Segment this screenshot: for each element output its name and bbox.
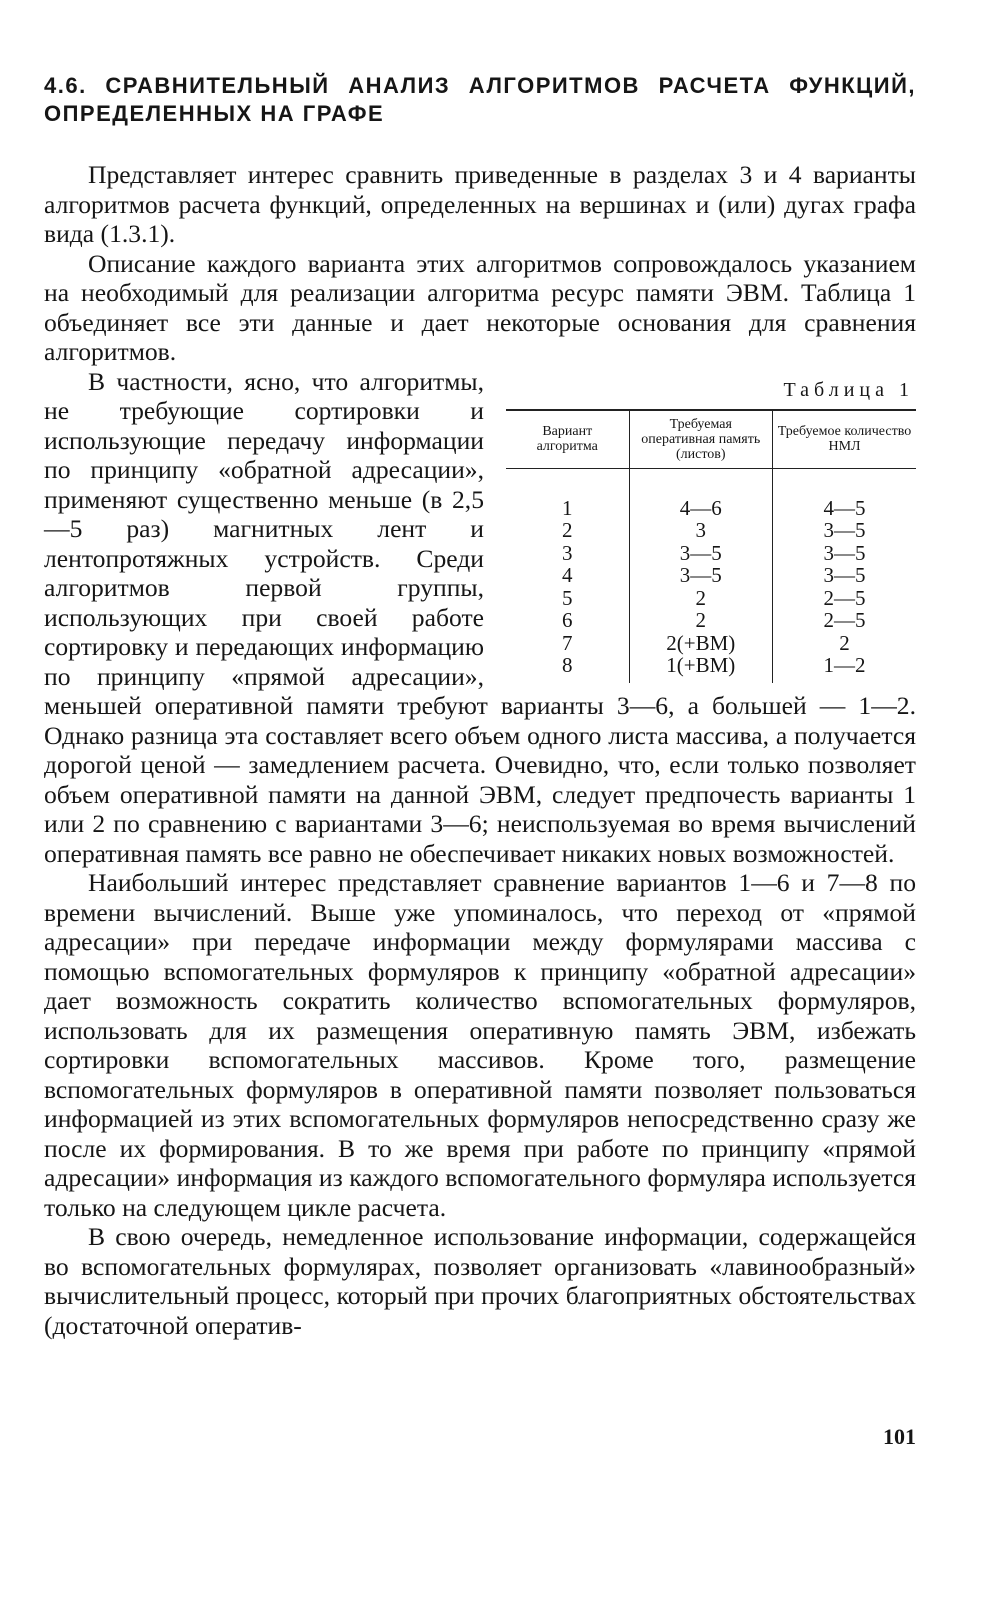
table-header-row [506,410,916,469]
paragraph-comparison-time: Наибольший интерес представляет сравнение вариантов 1—6 и 7—8 по времени вычислений. Выше уже упоминалось, что переход от «прямой адресации» при передаче информации между формулярами массива с помощью вспомогательных формуляров к принципу «обратной адресации» дает возможность сократить количество вспомогательных формуляров, использовать для их размещения оперативную память ЭВМ, избежать сортировки вспомогательных массивов. Кроме того, размещение вспомогательных формуляров в оперативной памяти позволяет пользоваться информацией из этих вспомогательных формуляров непосредственно сразу же после их формирования. В то же время при работе по принципу «прямой адресации» информация из каждого вспомогательного формуляра используется только на следующем цикле расчета. [44,868,916,1222]
cell-memory: 2(+ВМ) [629,632,773,655]
header-nml: Требуемое количество НМЛ [773,410,917,469]
algorithms-table [506,409,916,683]
table-wrap-block [44,367,916,869]
table-row [506,632,916,655]
section-heading [44,72,916,128]
table-1 [506,377,916,683]
cell-nml: 1—2 [773,654,917,683]
section-heading-line-2: ОПРЕДЕЛЕННЫХ НА ГРАФЕ [44,101,385,126]
section-heading-line-1: 4.6. СРАВНИТЕЛЬНЫЙ АНАЛИЗ АЛГОРИТМОВ РАСЧЕТА ФУНКЦИЙ, [44,73,916,98]
cell-variant: 5 [562,585,573,610]
cell-memory: 3—5 [629,564,773,587]
table-row [506,587,916,610]
paragraph-comparison-memory: В частности, ясно, что алгоритмы, не требующие сортировки и использующие передачу информации по принципу «обратной адресации», применяют существенно меньше (в 2,5—5 раз) магнитных лент и лентопротяжных устройств. Среди алгоритмов первой группы, использующих при своей работе сортировку и передающих информацию по принципу «прямой адресации», меньшей оперативной памяти требуют варианты 3—6, а большей — 1—2. Однако разница эта составляет всего объем одного листа массива, а получается дорогой ценой — замедлением расчета. Очевидно, что, если только позволяет объем оперативной памяти на данной ЭВМ, следует предпочесть варианты 1 или 2 по сравнению с вариантами 3—6; неиспользуемая во время вычислений оперативная память все равно не обеспечивает никаких новых возможностей. [44,366,916,868]
cell-memory: 3—5 [629,542,773,565]
cell-variant: 6 [562,608,573,632]
cell-variant: 2 [562,518,573,542]
header-memory: Требуемая оперативная память (листов) [629,410,773,469]
table-row [506,519,916,542]
cell-variant: 4 [562,563,573,587]
cell-variant: 7 [562,630,573,655]
cell-memory: 4—6 [629,468,773,519]
table-row [506,468,916,519]
cell-memory: 2 [629,609,773,632]
table-row [506,564,916,587]
cell-nml: 2 [773,632,917,655]
table-row [506,542,916,565]
page-content [44,60,916,1340]
cell-variant: 8 [562,653,573,677]
cell-nml: 3—5 [773,564,917,587]
page-number: 101 [883,1424,916,1449]
cell-memory: 3 [629,519,773,542]
table-row [506,609,916,632]
table-caption: Таблица 1 [783,378,914,401]
cell-nml: 3—5 [773,519,917,542]
cell-nml: 3—5 [773,542,917,565]
cell-nml: 4—5 [773,468,917,519]
cell-nml: 2—5 [773,609,917,632]
cell-memory: 2 [629,587,773,610]
cell-memory: 1(+ВМ) [629,654,773,683]
paragraph-memory-resources: Описание каждого варианта этих алгоритмов сопровождалось указанием на необходимый для реализации алгоритма ресурс памяти ЭВМ. Таблица 1 объединяет все эти данные и дает некоторые основания для сравнения алгоритмов. [44,248,916,366]
cell-variant: 1 [562,495,573,520]
cell-nml: 2—5 [773,587,917,610]
paragraph-avalanche-process: В свою очередь, немедленное использование информации, содержащейся во вспомогательных формулярах, позволяет организовать «лавинообразный» вычислительный процесс, который при прочих благоприятных обстоятельствах (достаточной оператив- [44,1222,916,1340]
paragraph-intro: Представляет интерес сравнить приведенные в разделах 3 и 4 варианты алгоритмов расчета функций, определенных на вершинах и (или) дугах графа вида (1.3.1). [44,160,916,248]
header-variant: Вариант алгоритма [506,410,629,469]
cell-variant: 3 [562,540,573,565]
table-row [506,654,916,683]
